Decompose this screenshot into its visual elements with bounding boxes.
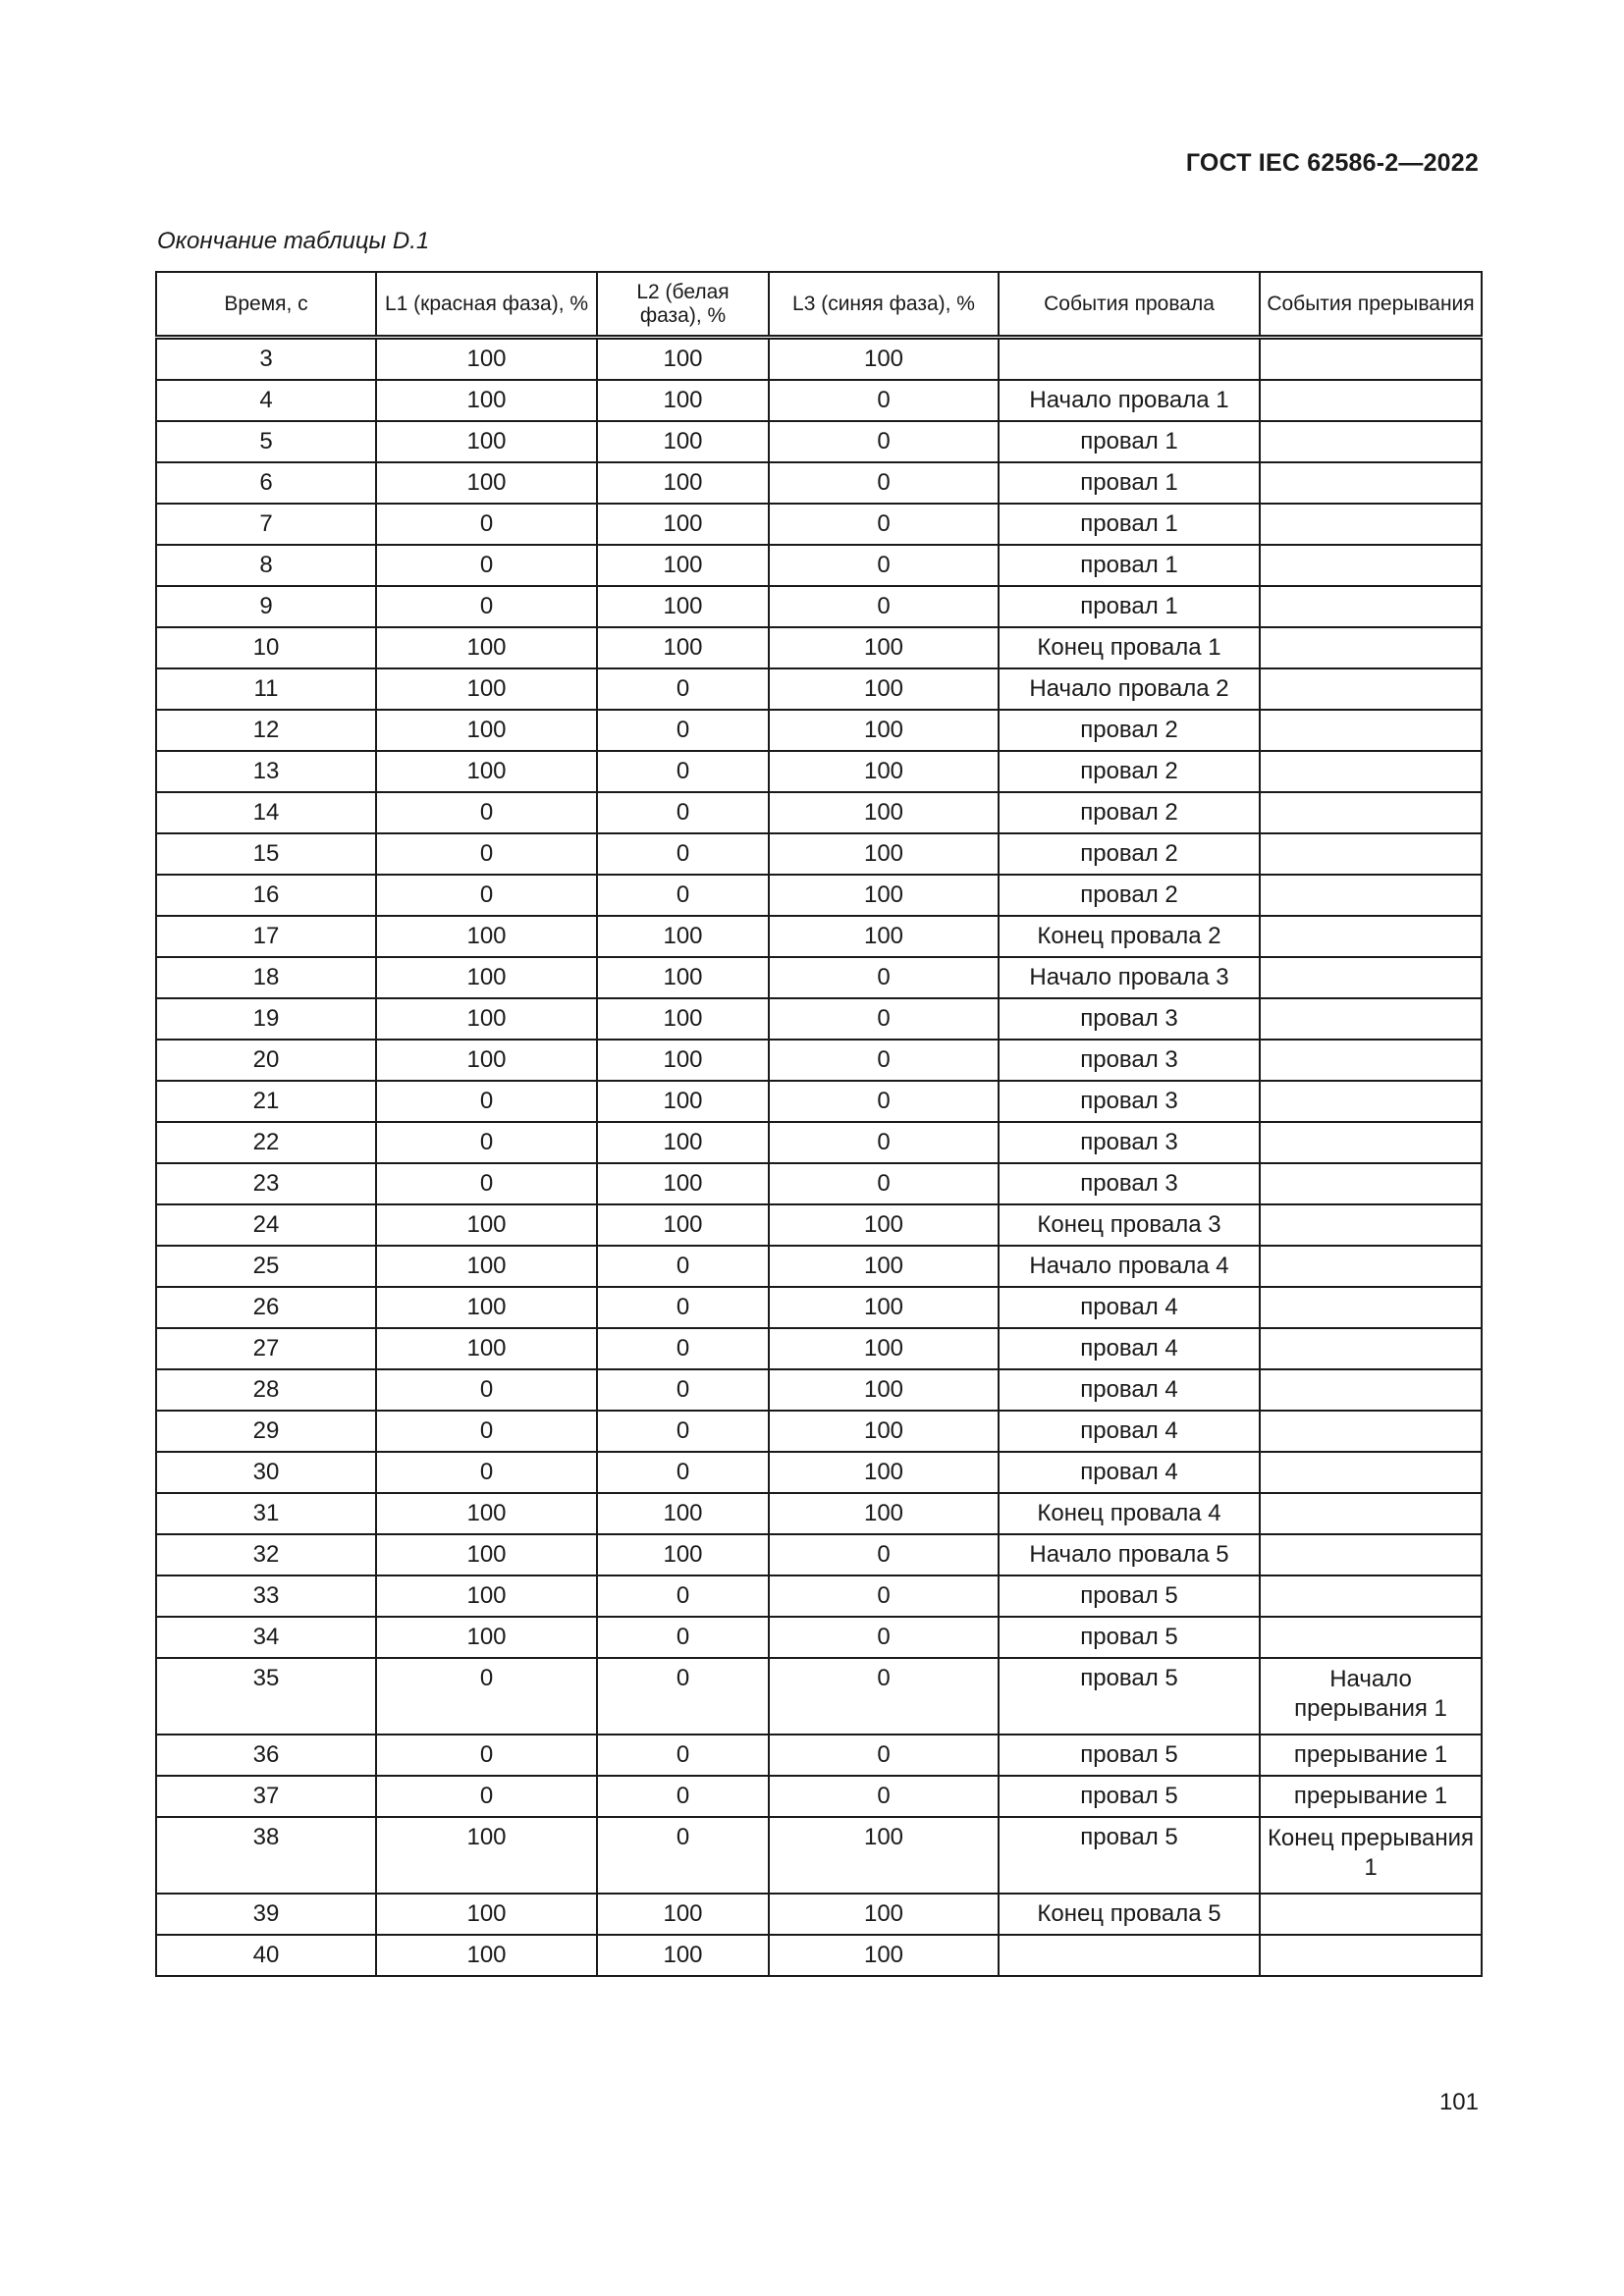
table-row: [156, 1776, 1482, 1817]
cell-l2: 0: [597, 1617, 769, 1658]
cell-l2: 100: [597, 1040, 769, 1081]
cell-time: 25: [156, 1246, 376, 1287]
cell-interruption-event: [1260, 421, 1482, 462]
cell-time: 11: [156, 668, 376, 710]
cell-interruption-event: [1260, 462, 1482, 504]
cell-dip-event: Начало провала 5: [999, 1534, 1260, 1575]
cell-l3: 100: [769, 1411, 999, 1452]
cell-time: 19: [156, 998, 376, 1040]
table-row: [156, 1817, 1482, 1894]
cell-time: 10: [156, 627, 376, 668]
cell-l3: 0: [769, 1776, 999, 1817]
cell-interruption-event: [1260, 998, 1482, 1040]
cell-l3: 0: [769, 1040, 999, 1081]
cell-l1: 100: [376, 710, 597, 751]
cell-l2: 100: [597, 504, 769, 545]
cell-time: 38: [156, 1817, 376, 1894]
cell-dip-event: [999, 338, 1260, 381]
cell-dip-event: провал 5: [999, 1617, 1260, 1658]
cell-l1: 100: [376, 1894, 597, 1935]
cell-l3: 0: [769, 1122, 999, 1163]
cell-time: 37: [156, 1776, 376, 1817]
cell-l1: 100: [376, 1817, 597, 1894]
cell-interruption-event: [1260, 916, 1482, 957]
cell-dip-event: провал 1: [999, 504, 1260, 545]
table-row: [156, 1617, 1482, 1658]
cell-l2: 0: [597, 668, 769, 710]
column-header-time: Время, с: [156, 272, 376, 338]
table-row: [156, 1575, 1482, 1617]
table-row: [156, 338, 1482, 381]
cell-l2: 0: [597, 833, 769, 875]
cell-time: 21: [156, 1081, 376, 1122]
cell-interruption-event: [1260, 338, 1482, 381]
cell-dip-event: провал 1: [999, 462, 1260, 504]
cell-interruption-event: [1260, 1163, 1482, 1204]
table-row: [156, 1040, 1482, 1081]
cell-time: 13: [156, 751, 376, 792]
cell-l1: 0: [376, 1452, 597, 1493]
table-row: [156, 1935, 1482, 1976]
cell-l1: 100: [376, 1204, 597, 1246]
data-table: [155, 271, 1483, 1977]
cell-l2: 0: [597, 1246, 769, 1287]
table-row: [156, 1328, 1482, 1369]
cell-time: 15: [156, 833, 376, 875]
cell-l3: 0: [769, 1735, 999, 1776]
cell-dip-event: провал 3: [999, 1122, 1260, 1163]
cell-l3: 0: [769, 421, 999, 462]
cell-time: 8: [156, 545, 376, 586]
cell-interruption-event: [1260, 1452, 1482, 1493]
cell-l1: 100: [376, 1040, 597, 1081]
cell-time: 28: [156, 1369, 376, 1411]
cell-time: 30: [156, 1452, 376, 1493]
cell-l3: 100: [769, 1817, 999, 1894]
cell-l2: 100: [597, 1534, 769, 1575]
cell-l3: 100: [769, 1287, 999, 1328]
cell-l2: 100: [597, 916, 769, 957]
cell-dip-event: провал 4: [999, 1452, 1260, 1493]
cell-l3: 0: [769, 1081, 999, 1122]
cell-l1: 0: [376, 1081, 597, 1122]
table-row: [156, 1204, 1482, 1246]
cell-l1: 100: [376, 1617, 597, 1658]
cell-l1: 0: [376, 1411, 597, 1452]
cell-dip-event: провал 1: [999, 586, 1260, 627]
cell-l3: 100: [769, 1452, 999, 1493]
cell-l2: 100: [597, 998, 769, 1040]
cell-interruption-event: [1260, 1617, 1482, 1658]
cell-dip-event: провал 5: [999, 1776, 1260, 1817]
cell-interruption-event: [1260, 1122, 1482, 1163]
cell-interruption-event: [1260, 668, 1482, 710]
cell-l2: 0: [597, 710, 769, 751]
cell-l3: 100: [769, 833, 999, 875]
column-header-l1: L1 (красная фаза), %: [376, 272, 597, 338]
table-row: [156, 833, 1482, 875]
cell-l2: 100: [597, 1163, 769, 1204]
column-header-interruption-events: События прерывания: [1260, 272, 1482, 338]
document-header: ГОСТ IEC 62586-2—2022: [1185, 149, 1479, 177]
cell-l2: 100: [597, 627, 769, 668]
cell-interruption-event: [1260, 1328, 1482, 1369]
table-row: [156, 1122, 1482, 1163]
cell-interruption-event: [1260, 1894, 1482, 1935]
cell-dip-event: Конец провала 2: [999, 916, 1260, 957]
cell-dip-event: провал 4: [999, 1369, 1260, 1411]
table-row: [156, 421, 1482, 462]
cell-l3: 0: [769, 545, 999, 586]
table-row: [156, 957, 1482, 998]
cell-time: 40: [156, 1935, 376, 1976]
table-row: [156, 1287, 1482, 1328]
table-row: [156, 1493, 1482, 1534]
cell-dip-event: провал 2: [999, 751, 1260, 792]
cell-l2: 100: [597, 957, 769, 998]
cell-l2: 0: [597, 1776, 769, 1817]
cell-dip-event: провал 2: [999, 710, 1260, 751]
cell-time: 6: [156, 462, 376, 504]
cell-l1: 0: [376, 545, 597, 586]
table-row: [156, 1452, 1482, 1493]
table-row: [156, 627, 1482, 668]
cell-interruption-event: [1260, 1081, 1482, 1122]
cell-dip-event: провал 2: [999, 833, 1260, 875]
table-row: [156, 1163, 1482, 1204]
cell-interruption-event: [1260, 1287, 1482, 1328]
cell-l2: 0: [597, 1452, 769, 1493]
cell-dip-event: [999, 1935, 1260, 1976]
cell-time: 23: [156, 1163, 376, 1204]
cell-time: 33: [156, 1575, 376, 1617]
cell-interruption-event: [1260, 504, 1482, 545]
column-header-l2: L2 (белая фаза), %: [597, 272, 769, 338]
table-row: [156, 586, 1482, 627]
cell-l2: 0: [597, 1369, 769, 1411]
table-row: [156, 875, 1482, 916]
cell-l3: 0: [769, 1534, 999, 1575]
table-row: [156, 668, 1482, 710]
cell-time: 27: [156, 1328, 376, 1369]
cell-time: 9: [156, 586, 376, 627]
cell-l3: 100: [769, 710, 999, 751]
cell-time: 17: [156, 916, 376, 957]
cell-time: 14: [156, 792, 376, 833]
cell-interruption-event: [1260, 1534, 1482, 1575]
cell-interruption-event: [1260, 1369, 1482, 1411]
cell-l2: 100: [597, 421, 769, 462]
column-header-l3: L3 (синяя фаза), %: [769, 272, 999, 338]
cell-l3: 100: [769, 1246, 999, 1287]
cell-l1: 100: [376, 751, 597, 792]
cell-dip-event: провал 1: [999, 545, 1260, 586]
cell-l3: 100: [769, 338, 999, 381]
page-number: 101: [1438, 2089, 1479, 2115]
cell-l1: 0: [376, 1122, 597, 1163]
column-header-dip-events: События провала: [999, 272, 1260, 338]
cell-l3: 100: [769, 668, 999, 710]
cell-l1: 0: [376, 1163, 597, 1204]
table-row: [156, 1369, 1482, 1411]
cell-time: 36: [156, 1735, 376, 1776]
cell-time: 22: [156, 1122, 376, 1163]
cell-interruption-event: [1260, 1575, 1482, 1617]
table-row: [156, 1735, 1482, 1776]
table-row: [156, 504, 1482, 545]
table-row: [156, 1658, 1482, 1735]
cell-interruption-event: [1260, 1411, 1482, 1452]
cell-interruption-event: [1260, 833, 1482, 875]
cell-dip-event: Конец провала 5: [999, 1894, 1260, 1935]
cell-l1: 0: [376, 833, 597, 875]
cell-interruption-event: [1260, 380, 1482, 421]
cell-l1: 100: [376, 338, 597, 381]
table-row: [156, 710, 1482, 751]
cell-time: 5: [156, 421, 376, 462]
cell-l2: 100: [597, 545, 769, 586]
cell-l2: 0: [597, 1658, 769, 1735]
cell-l3: 0: [769, 1163, 999, 1204]
cell-l1: 100: [376, 1534, 597, 1575]
cell-dip-event: провал 2: [999, 792, 1260, 833]
cell-interruption-event: [1260, 1040, 1482, 1081]
cell-l3: 100: [769, 751, 999, 792]
cell-time: 20: [156, 1040, 376, 1081]
cell-l2: 0: [597, 751, 769, 792]
cell-time: 3: [156, 338, 376, 381]
cell-time: 16: [156, 875, 376, 916]
cell-l3: 100: [769, 1493, 999, 1534]
cell-l1: 0: [376, 1658, 597, 1735]
cell-l2: 0: [597, 1411, 769, 1452]
cell-l1: 100: [376, 1287, 597, 1328]
cell-interruption-event: [1260, 1935, 1482, 1976]
cell-interruption-event: [1260, 1246, 1482, 1287]
cell-l3: 0: [769, 1658, 999, 1735]
cell-interruption-event: [1260, 957, 1482, 998]
cell-time: 26: [156, 1287, 376, 1328]
cell-interruption-event: [1260, 586, 1482, 627]
table-row: [156, 1534, 1482, 1575]
table-caption: Окончание таблицы D.1: [157, 228, 430, 254]
cell-l3: 100: [769, 1328, 999, 1369]
cell-time: 29: [156, 1411, 376, 1452]
table-row: [156, 462, 1482, 504]
cell-dip-event: Конец провала 3: [999, 1204, 1260, 1246]
cell-dip-event: Начало провала 3: [999, 957, 1260, 998]
cell-dip-event: провал 3: [999, 1040, 1260, 1081]
cell-l3: 0: [769, 380, 999, 421]
cell-l3: 100: [769, 1935, 999, 1976]
cell-time: 4: [156, 380, 376, 421]
cell-l3: 100: [769, 627, 999, 668]
cell-time: 31: [156, 1493, 376, 1534]
table-row: [156, 916, 1482, 957]
cell-l2: 100: [597, 1081, 769, 1122]
cell-l2: 0: [597, 792, 769, 833]
cell-time: 34: [156, 1617, 376, 1658]
cell-l3: 100: [769, 792, 999, 833]
cell-l1: 100: [376, 421, 597, 462]
cell-dip-event: провал 3: [999, 1081, 1260, 1122]
cell-l1: 100: [376, 668, 597, 710]
cell-l2: 0: [597, 1735, 769, 1776]
cell-l3: 0: [769, 462, 999, 504]
cell-dip-event: Начало провала 4: [999, 1246, 1260, 1287]
cell-l2: 100: [597, 462, 769, 504]
cell-l1: 100: [376, 916, 597, 957]
cell-l3: 0: [769, 998, 999, 1040]
cell-l2: 0: [597, 1287, 769, 1328]
cell-l2: 100: [597, 1935, 769, 1976]
cell-interruption-event: [1260, 792, 1482, 833]
table-row: [156, 751, 1482, 792]
cell-l1: 0: [376, 1369, 597, 1411]
table-row: [156, 1081, 1482, 1122]
cell-interruption-event: прерывание 1: [1260, 1776, 1482, 1817]
cell-l3: 100: [769, 1369, 999, 1411]
cell-time: 32: [156, 1534, 376, 1575]
cell-l3: 0: [769, 504, 999, 545]
cell-l1: 100: [376, 380, 597, 421]
cell-l2: 100: [597, 586, 769, 627]
table-row: [156, 1246, 1482, 1287]
cell-dip-event: Конец провала 1: [999, 627, 1260, 668]
cell-interruption-event: Начало прерывания 1: [1260, 1658, 1482, 1735]
cell-interruption-event: [1260, 710, 1482, 751]
header-row: [156, 272, 1482, 338]
cell-l2: 100: [597, 1894, 769, 1935]
cell-time: 12: [156, 710, 376, 751]
cell-dip-event: провал 4: [999, 1287, 1260, 1328]
cell-l3: 100: [769, 875, 999, 916]
cell-l3: 0: [769, 1617, 999, 1658]
cell-time: 7: [156, 504, 376, 545]
cell-l3: 0: [769, 957, 999, 998]
cell-l1: 100: [376, 1935, 597, 1976]
cell-l2: 100: [597, 1493, 769, 1534]
cell-l1: 0: [376, 875, 597, 916]
cell-l1: 100: [376, 1493, 597, 1534]
cell-dip-event: провал 5: [999, 1658, 1260, 1735]
cell-dip-event: Конец провала 4: [999, 1493, 1260, 1534]
cell-l1: 100: [376, 998, 597, 1040]
table-row: [156, 1411, 1482, 1452]
cell-l2: 100: [597, 1204, 769, 1246]
cell-l1: 0: [376, 1735, 597, 1776]
cell-interruption-event: [1260, 751, 1482, 792]
cell-l1: 100: [376, 957, 597, 998]
cell-l1: 0: [376, 586, 597, 627]
cell-interruption-event: Конец прерывания 1: [1260, 1817, 1482, 1894]
cell-dip-event: провал 1: [999, 421, 1260, 462]
cell-dip-event: провал 5: [999, 1575, 1260, 1617]
cell-l1: 100: [376, 627, 597, 668]
table-body: [156, 338, 1482, 1977]
table-header: [156, 272, 1482, 338]
table-row: [156, 792, 1482, 833]
cell-interruption-event: [1260, 1204, 1482, 1246]
cell-l2: 0: [597, 1328, 769, 1369]
table-row: [156, 998, 1482, 1040]
cell-dip-event: провал 3: [999, 1163, 1260, 1204]
cell-time: 24: [156, 1204, 376, 1246]
cell-dip-event: провал 4: [999, 1328, 1260, 1369]
cell-l3: 100: [769, 1204, 999, 1246]
cell-time: 39: [156, 1894, 376, 1935]
cell-l1: 0: [376, 792, 597, 833]
cell-dip-event: провал 4: [999, 1411, 1260, 1452]
cell-l1: 100: [376, 1246, 597, 1287]
cell-l3: 0: [769, 586, 999, 627]
cell-interruption-event: [1260, 627, 1482, 668]
table-row: [156, 545, 1482, 586]
cell-l1: 0: [376, 504, 597, 545]
table-row: [156, 380, 1482, 421]
cell-l1: 100: [376, 1328, 597, 1369]
cell-l3: 100: [769, 916, 999, 957]
cell-l2: 0: [597, 1575, 769, 1617]
cell-dip-event: провал 2: [999, 875, 1260, 916]
cell-dip-event: провал 5: [999, 1817, 1260, 1894]
cell-l1: 100: [376, 462, 597, 504]
cell-l2: 100: [597, 380, 769, 421]
cell-dip-event: Начало провала 2: [999, 668, 1260, 710]
cell-dip-event: провал 5: [999, 1735, 1260, 1776]
cell-interruption-event: [1260, 1493, 1482, 1534]
cell-l2: 100: [597, 338, 769, 381]
cell-dip-event: провал 3: [999, 998, 1260, 1040]
table-row: [156, 1894, 1482, 1935]
cell-interruption-event: [1260, 545, 1482, 586]
cell-interruption-event: [1260, 875, 1482, 916]
cell-l3: 0: [769, 1575, 999, 1617]
cell-time: 18: [156, 957, 376, 998]
cell-l1: 0: [376, 1776, 597, 1817]
cell-time: 35: [156, 1658, 376, 1735]
cell-l3: 100: [769, 1894, 999, 1935]
cell-l2: 0: [597, 1817, 769, 1894]
cell-dip-event: Начало провала 1: [999, 380, 1260, 421]
cell-l1: 100: [376, 1575, 597, 1617]
cell-interruption-event: прерывание 1: [1260, 1735, 1482, 1776]
cell-l2: 0: [597, 875, 769, 916]
cell-l2: 100: [597, 1122, 769, 1163]
